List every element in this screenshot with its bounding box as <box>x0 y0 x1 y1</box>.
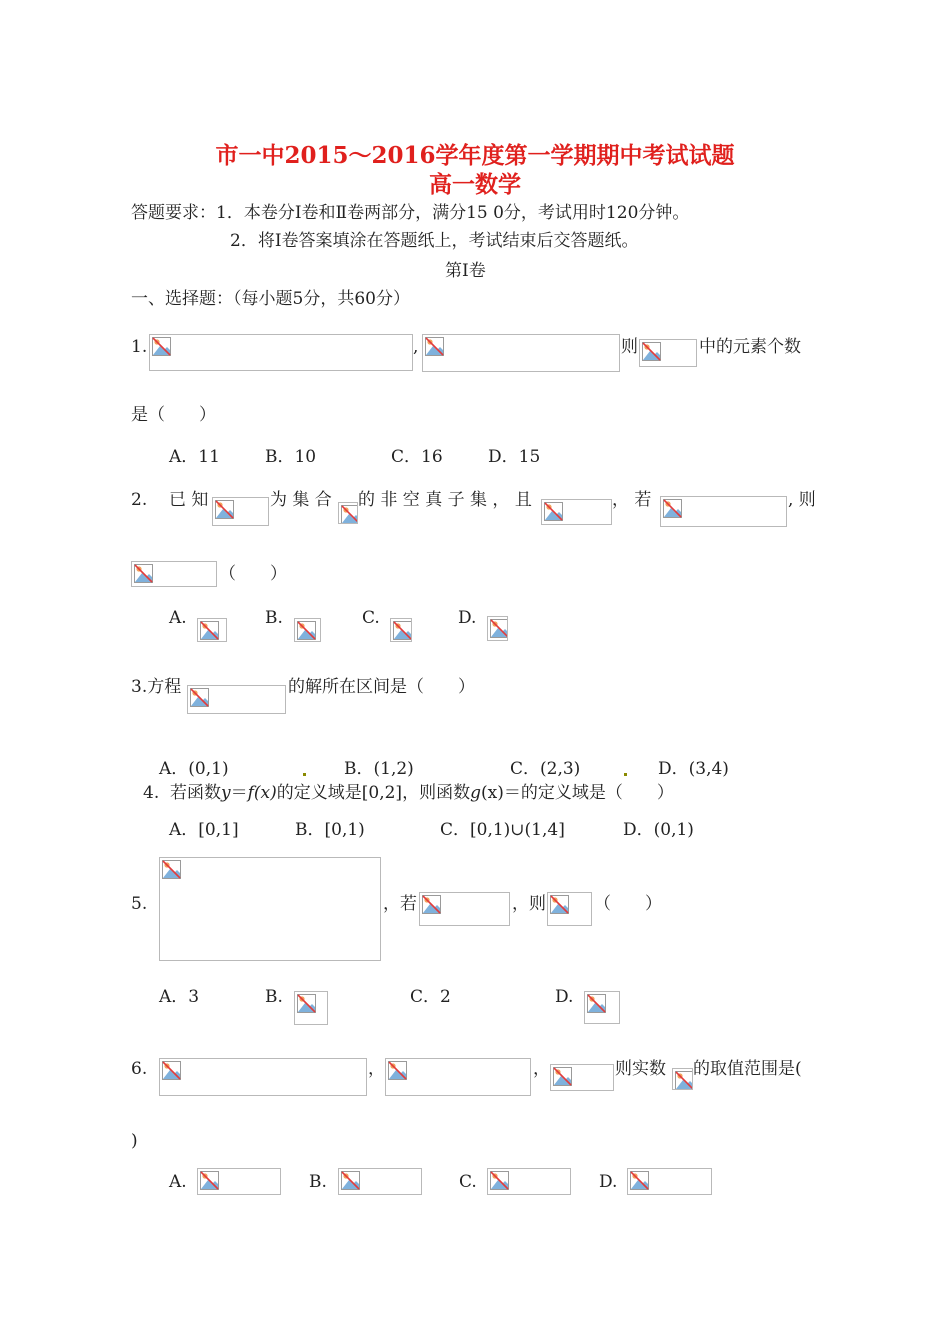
q2-option-d: D. <box>458 608 477 628</box>
q6-text-3: ) <box>131 1131 138 1151</box>
broken-image-icon <box>297 994 316 1013</box>
q4-fn-y: y <box>221 783 231 803</box>
q1-option-c: C．16 <box>391 447 443 467</box>
broken-image <box>385 1058 531 1096</box>
q2-text-1: 已 知 <box>169 490 209 510</box>
q4-text-1: 若函数 <box>170 783 221 803</box>
q4-fn-g: g <box>470 783 481 803</box>
broken-image-icon <box>675 1071 693 1090</box>
broken-image-icon <box>642 342 661 361</box>
q4-option-d: D．(0,1) <box>623 820 694 840</box>
broken-image-icon <box>490 619 508 638</box>
q4-number: 4. <box>143 783 160 803</box>
q5-option-a: A．3 <box>159 987 200 1007</box>
broken-image-icon <box>393 621 412 640</box>
broken-image-icon <box>388 1061 407 1080</box>
q4-eq: ＝ <box>230 783 248 803</box>
q5-paren: （ ） <box>594 894 662 914</box>
q4-option-a: A．[0,1] <box>169 820 239 840</box>
q2-text-3: 的 非 空 真 子 集 ， 且 <box>358 490 532 510</box>
q5-option-b: B. <box>265 987 283 1007</box>
q6-option-b: B. <box>309 1172 327 1192</box>
q3-option-b: B．(1,2) <box>344 759 414 779</box>
q6-option-c: C. <box>459 1172 477 1192</box>
broken-image-icon <box>630 1171 649 1190</box>
q5-text-1: ，若 <box>383 894 417 914</box>
broken-image-icon <box>422 895 441 914</box>
broken-image-icon <box>162 1061 181 1080</box>
q1-option-d: D．15 <box>488 447 541 467</box>
dot-mark <box>624 773 627 776</box>
broken-image-icon <box>190 688 209 707</box>
broken-image-icon <box>425 337 444 356</box>
broken-image <box>639 339 697 367</box>
broken-image <box>584 991 620 1024</box>
q3-option-d: D．(3,4) <box>658 759 729 779</box>
broken-image <box>131 561 217 587</box>
broken-image <box>159 857 381 961</box>
broken-image-icon <box>200 1171 219 1190</box>
broken-image-icon <box>490 1171 509 1190</box>
broken-image <box>422 334 620 372</box>
instructions-line-2: 2．将Ⅰ卷答案填涂在答题纸上，考试结束后交答题纸。 <box>230 231 639 251</box>
broken-image <box>550 1064 614 1091</box>
exam-subtitle: 高一数学 <box>429 171 521 198</box>
q4-fn-f: f <box>247 783 254 803</box>
q3-option-c: C．(2,3) <box>510 759 581 779</box>
broken-image-icon <box>341 1171 360 1190</box>
volume-heading: 第Ⅰ卷 <box>445 261 486 281</box>
q4-arg: (x) <box>253 783 277 803</box>
broken-image <box>672 1068 693 1090</box>
q6-text-2: 的取值范围是( <box>693 1059 802 1079</box>
q6-option-a: A. <box>169 1172 187 1192</box>
broken-image-icon <box>152 337 171 356</box>
broken-image-icon <box>297 621 316 640</box>
broken-image-icon <box>200 621 219 640</box>
broken-image <box>212 497 269 526</box>
q1-option-a: A．11 <box>169 447 220 467</box>
q3-text-1: 3.方程 <box>131 677 182 697</box>
q5-option-c: C．2 <box>410 987 451 1007</box>
q6-option-d: D. <box>599 1172 618 1192</box>
broken-image-icon <box>544 502 563 521</box>
q4-line <box>170 785 674 802</box>
broken-image <box>660 496 787 527</box>
q3-text-2: 的解所在区间是（ ） <box>288 677 475 697</box>
q6-number: 6. <box>131 1059 148 1079</box>
q2-option-c: C. <box>362 608 380 628</box>
q5-text-2: ，则 <box>512 894 546 914</box>
broken-image <box>627 1168 712 1195</box>
q1-option-b: B．10 <box>265 447 317 467</box>
q3-option-a: A．(0,1) <box>159 759 229 779</box>
broken-image <box>390 618 412 642</box>
q6-text-1: 则实数 <box>615 1059 666 1079</box>
q1-number: 1. <box>131 337 148 357</box>
broken-image <box>187 685 286 714</box>
broken-image-icon <box>663 499 682 518</box>
q2-text-4: ， 若 <box>612 490 652 510</box>
broken-image-icon <box>553 1067 572 1086</box>
q1-then: 则 <box>621 337 638 357</box>
broken-image <box>294 991 328 1025</box>
broken-image-icon <box>134 564 153 583</box>
broken-image <box>487 1168 571 1195</box>
q1-is-text: 是（ ） <box>131 405 216 425</box>
q4-option-c: C．[0,1)∪(1,4] <box>440 820 565 840</box>
broken-image <box>294 618 321 642</box>
q5-option-d: D. <box>555 987 574 1007</box>
q4-text-2: 的定义域是[0,2]，则函数 <box>276 783 471 803</box>
broken-image <box>338 1168 422 1195</box>
exam-title: 市一中2015～2016学年度第一学期期中考试试题 <box>215 142 735 169</box>
q2-option-a: A. <box>169 608 187 628</box>
broken-image-icon <box>550 895 569 914</box>
broken-image <box>159 1058 367 1096</box>
q2-option-b: B. <box>265 608 283 628</box>
dot-mark <box>303 773 306 776</box>
q5-number: 5. <box>131 894 148 914</box>
broken-image-icon <box>587 994 606 1013</box>
q4-text-3: (x)＝的定义域是（ ） <box>480 783 674 803</box>
instructions-line-1: 答题要求：1．本卷分Ⅰ卷和Ⅱ卷两部分，满分15 0分，考试用时120分钟。 <box>131 203 690 223</box>
broken-image <box>338 502 358 524</box>
broken-image <box>541 499 612 525</box>
q2-paren: （ ） <box>219 564 287 584</box>
section-heading: 一、选择题：（每小题5分，共60分） <box>131 289 410 309</box>
broken-image <box>197 618 227 642</box>
q2-number: 2. <box>131 490 148 510</box>
broken-image <box>197 1168 281 1195</box>
q4-option-b: B．[0,1) <box>295 820 365 840</box>
broken-image <box>487 616 508 641</box>
q1-comma: , <box>413 337 419 357</box>
broken-image-icon <box>215 500 234 519</box>
broken-image-icon <box>162 860 181 879</box>
broken-image <box>149 334 413 371</box>
broken-image <box>547 892 592 926</box>
q6-sep-2: ， <box>533 1059 550 1079</box>
broken-image <box>419 892 510 926</box>
q6-sep-1: ， <box>368 1059 385 1079</box>
broken-image-icon <box>341 505 358 524</box>
q2-text-5: , 则 <box>788 490 816 510</box>
q1-count-text: 中的元素个数 <box>699 337 801 357</box>
q2-text-2: 为 集 合 <box>270 490 332 510</box>
